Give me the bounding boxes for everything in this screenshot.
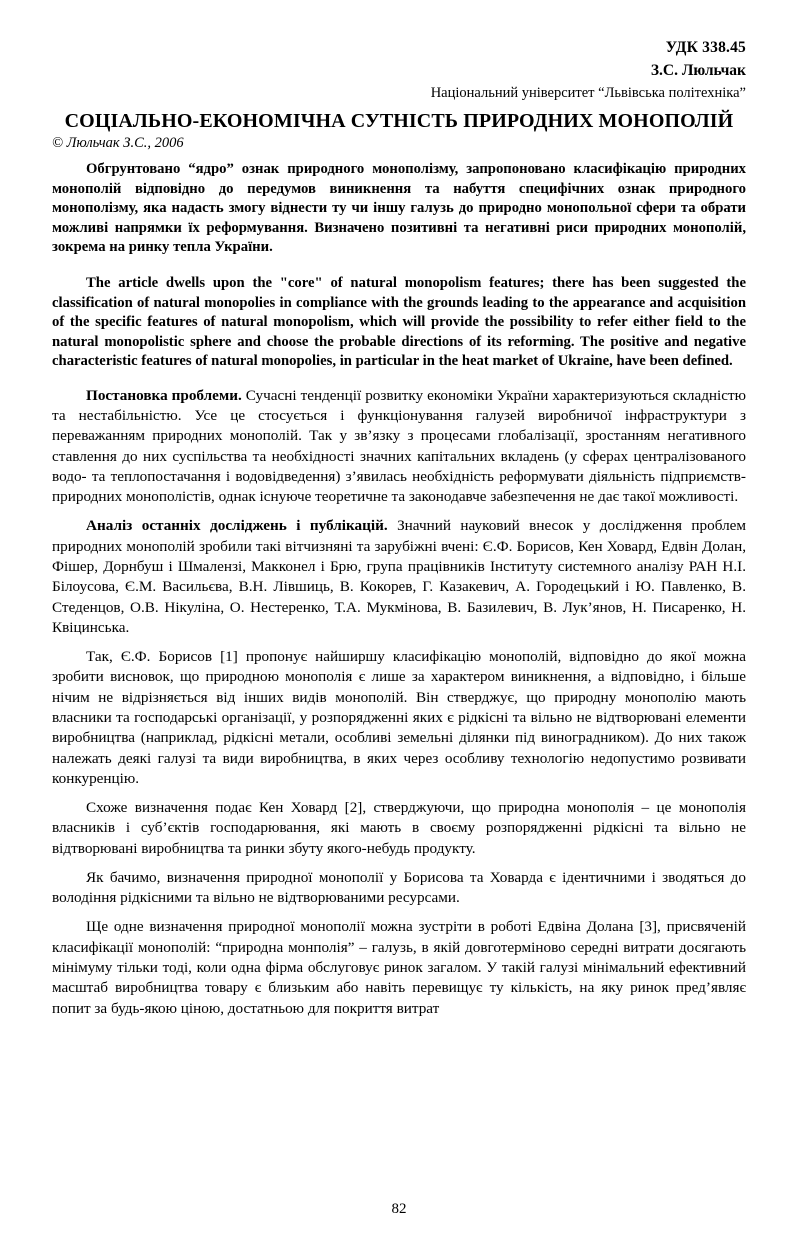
paragraph-dolan [52, 917, 746, 1018]
page-number: 82 [391, 1201, 407, 1217]
abstract-english: The article dwells upon the "core" of natural monopolism features; there has been suggested the classification of natural monopolies in compliance with the grounds leading to the appearance and acquisition of the specific features of natural monopolism, which will provide the possibility to refer either field to the natural monopolistic sphere and choose the probable directions of its reforming. The positive and negative characteristic features of natural monopolies, in particular in the heat market of Ukraine, have been defined. [52, 274, 746, 370]
paragraph-lead: Постановка проблеми. [86, 386, 242, 404]
paragraph-literature-review [52, 516, 746, 638]
header-block [52, 36, 746, 83]
paragraph-text: Сучасні тенденції розвитку економіки України характеризуються складністю та нестабільністю. Усе це стосується і функціонування галузей виробничої інфраструктури з переважанням природних монополій. Так у зв’язку з процесами глобалізації, зростанням негативного ставлення до них суспільства та необхідності значних капітальних вкладень (у сферах централізованого водо- та теплопостачання і водовідведення) з’явилась необхідність реформувати діяльність підприємств-природних монополістів, однак існуюче теоретичне та законодавче забезпечення не дає такої можливості. [52, 386, 746, 506]
abstract-ukrainian: Обгрунтовано “ядро” ознак природного монополізму, запропоновано класифікацію природних монополій відповідно до передумов виникнення та набуття специфічних ознак природного монополізму, яка надасть змогу віднести ту чи іншу галузь до природно монопольної сфери та обрати можливі напрямки їх реформування. Визначено позитивні та негативні риси природних монополій, зокрема на ринку тепла України. [52, 161, 746, 256]
paragraph-text: Як бачимо, визначення природної монополії у Борисова та Ховарда є ідентичними і зводяться до володіння рідкісними та вільно не відтворюваними ресурсами. [52, 868, 746, 907]
paragraph-borysov [52, 647, 746, 789]
udc-code: УДК 338.45 [665, 39, 746, 56]
paragraph-text: Так, Є.Ф. Борисов [1] пропонує найширшу класифікацію монополій, відповідно до якої можна зробити висновок, що природною монополія є лише за характером виникнення, а відповідно, і більше нічим не відрізняється від інших видів монополій. Він стверджує, що природну монополію мають власники та господарські організації, у розпорядженні яких є рідкісні та вільно не відтворювані елементи виробництва (наприклад, рідкісні метали, особливі земельні ділянки під виноградником). До них також належать деякі галузі та види виробництва, в яких через особливу технологію недопустимо розвивати конкуренцію. [52, 648, 746, 787]
page-title: СОЦІАЛЬНО-ЕКОНОМІЧНА СУТНІСТЬ ПРИРОДНИХ МОНОПОЛІЙ [64, 110, 734, 133]
copyright-line: © Люльчак З.С., 2006 [52, 135, 184, 152]
paragraph-text: Ще одне визначення природної монополії можна зустріти в роботі Едвіна Долана [3], присвяченій класифікації монополій: “природна монполія” – галузь, в якій довготерміново середні витрати досягають мінімуму тільки тоді, коли одна фірма обслуговує ринок загалом. У такій галузі мінімальний ефективний масштаб виробництва товару є близьким або навіть перевищує ту кількість, на яку ринок пред’являє попит за будь-якою ціною, достатньою для покриття витрат [52, 918, 746, 1017]
paragraph-problem-statement [52, 386, 746, 508]
author-name: З.С. Люльчак [650, 62, 746, 80]
paragraph-comparison [52, 868, 746, 909]
paragraph-text: Схоже визначення подає Кен Ховард [2], стверджуючи, що природна монополія – це монополія власників і суб’єктів господарювання, які мають в своєму розпорядженні рідкісні та вільно не відтворювані виробництва та ринки збуту якого-небудь продукту. [52, 799, 746, 857]
paragraph-text: Значний науковий внесок у дослідження проблем природних монополій зробили такі вітчизняні та зарубіжні вчені: Є.Ф. Борисов, Кен Ховард, Едвін Долан, Фішер, Дорнбуш і Шмалензі, Макконел і Брю, група працівників Інституту системного аналізу РАН Н.І. Білоусова, Є.М. Васильєва, В.Н. Лівшиць, В. Кокорев, Г. Казакевич, А. Городецький і Ю. Павленко, В. Стеденцов, О.В. Нікуліна, О. Нестеренко, Т.А. Мукмінова, В. Базилевич, В. Лук’янов, Н. Писаренко, Н. Квіцинська. [52, 517, 746, 636]
paragraph-lead: Аналіз останніх досліджень і публікацій. [86, 517, 388, 535]
paragraph-howard [52, 798, 746, 859]
affiliation: Національний університет “Львівська політехніка” [430, 84, 746, 101]
